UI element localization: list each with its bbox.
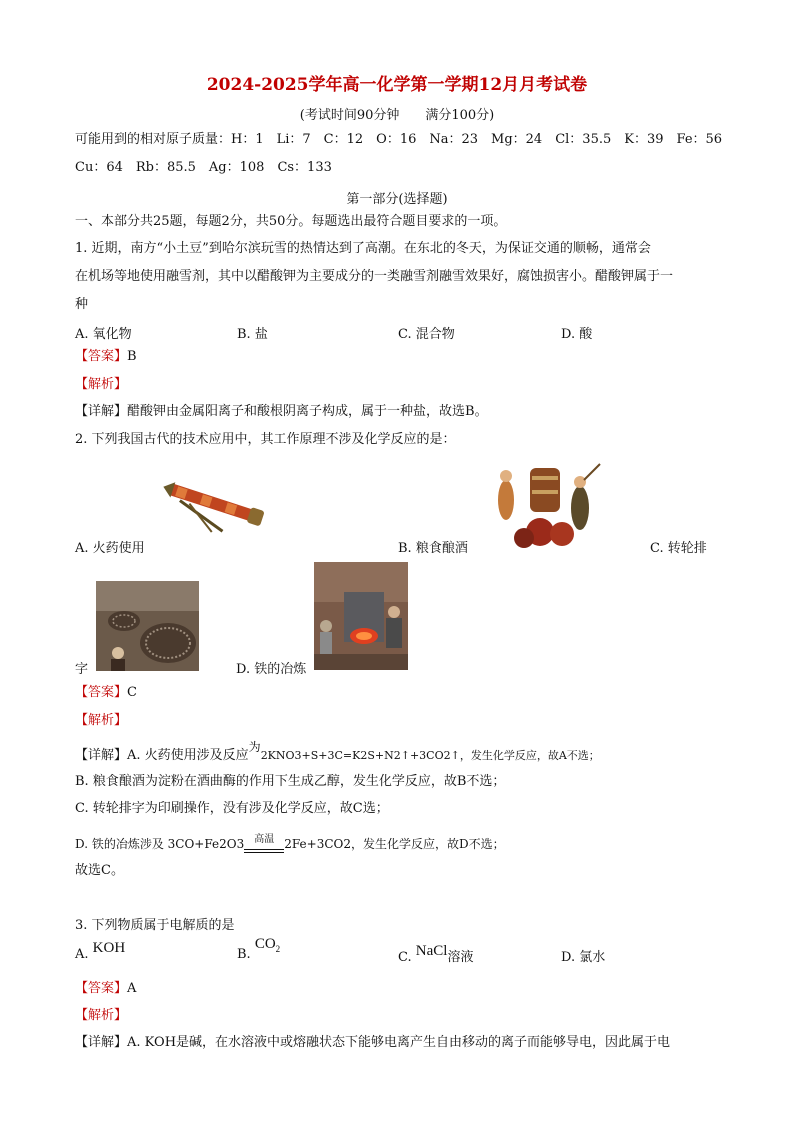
- option-formula: [255, 936, 280, 952]
- high-temp-label: 高温: [254, 834, 275, 845]
- q3-analysis-label: 【解析】: [75, 1008, 128, 1023]
- q2-option-c: C. 转轮排: [650, 541, 707, 556]
- detail-a-equation: 2KNO3+S+3C=K2S+N2↑+3CO2↑，发生化学反应，故A不选；: [260, 749, 600, 762]
- atomic-mass-line-2: Cu：64 Rb：85.5 Ag：108 Cs：133: [75, 160, 332, 175]
- q2-analysis-label: 【解析】: [75, 713, 128, 728]
- answer-label: 【答案】: [75, 981, 128, 996]
- q1-option-d: D. 酸: [561, 327, 593, 342]
- q1-answer: [75, 349, 137, 365]
- option-suffix: 氯水: [579, 950, 606, 965]
- gunpowder-rocket-image: [160, 470, 272, 542]
- grain-brewing-image: [488, 460, 603, 555]
- q2-detail-d: [75, 836, 505, 853]
- detail-label: 【详解】: [75, 404, 128, 419]
- formula-subscript: 2: [275, 944, 281, 954]
- q2-option-b: B. 粮食酿酒: [398, 541, 468, 556]
- formula-main: CO: [254, 936, 276, 952]
- option-suffix: 溶液: [447, 950, 474, 965]
- q2-stem: 2. 下列我国古代的技术应用中，其工作原理不涉及化学反应的是：: [75, 432, 456, 447]
- q2-detail-a: [75, 740, 600, 764]
- q2-detail-c: C. 转轮排字为印刷操作，没有涉及化学反应，故C选；: [75, 801, 389, 816]
- q2-answer: [75, 685, 137, 701]
- q1-detail: [75, 404, 488, 420]
- detail-d-pre: D. 铁的冶炼涉及 3CO+Fe2O3: [75, 837, 245, 851]
- q1-analysis-label: 【解析】: [75, 377, 128, 392]
- rotary-type-image: [96, 581, 199, 671]
- iron-smelting-image: [314, 562, 408, 670]
- q3-option-a: [75, 940, 126, 963]
- q3-detail: [75, 1035, 670, 1051]
- high-temp-arrow: [244, 834, 284, 853]
- detail-d-post: 2Fe+3CO2，发生化学反应，故D不选；: [284, 837, 505, 851]
- option-letter: B.: [237, 947, 251, 962]
- q3-option-d: [561, 946, 605, 965]
- detail-a-text: A. 火药使用涉及反应: [127, 748, 249, 763]
- answer-value: A: [127, 981, 137, 996]
- q3-option-c: [398, 943, 474, 966]
- answer-value: B: [127, 349, 137, 364]
- detail-label: 【详解】: [75, 748, 128, 763]
- section-title: 第一部分(选择题): [346, 192, 448, 207]
- q3-answer: [75, 981, 136, 997]
- detail-text: 醋酸钾由金属阳离子和酸根阴离子构成，属于一种盐，故选B。: [127, 404, 488, 419]
- detail-label: 【详解】: [75, 1035, 128, 1050]
- q2-detail-b: B. 粮食酿酒为淀粉在酒曲酶的作用下生成乙醇，发生化学反应，故B不选；: [75, 774, 506, 789]
- answer-label: 【答案】: [75, 685, 128, 700]
- q2-conclusion: 故选C。: [75, 863, 124, 878]
- q1-option-a: A. 氧化物: [75, 327, 132, 342]
- section-intro: 一、本部分共25题，每题2分，共50分。每题选出最符合题目要求的一项。: [75, 214, 507, 229]
- exam-title: 2024-2025学年高一化学第一学期12月月考试卷: [206, 75, 588, 95]
- q2-option-c-continued: 字: [75, 662, 89, 677]
- q1-stem-line-1: 1. 近期，南方“小土豆”到哈尔滨玩雪的热情达到了高潮。在东北的冬天，为保证交通的顺畅，通常会: [75, 241, 651, 256]
- q1-stem-line-3: 种: [75, 297, 89, 312]
- q3-option-b: [237, 936, 281, 964]
- answer-label: 【答案】: [75, 349, 128, 364]
- q1-option-c: C. 混合物: [398, 327, 455, 342]
- detail-a-condition: 为: [248, 740, 261, 754]
- option-formula: KOH: [92, 940, 126, 956]
- atomic-mass-line-1: 可能用到的相对原子质量：H：1 Li：7 C：12 O：16 Na：23 Mg：24 Cl：35.5 K：39 Fe：56: [75, 132, 723, 147]
- q2-option-a: A. 火药使用: [75, 541, 145, 556]
- q1-stem-line-2: 在机场等地使用融雪剂，其中以醋酸钾为主要成分的一类融雪剂融雪效果好，腐蚀损害小。醋酸钾属于一: [75, 269, 674, 284]
- exam-subtitle: (考试时间90分钟 满分100分): [299, 108, 495, 123]
- detail-text: A. KOH是碱，在水溶液中或熔融状态下能够电离产生自由移动的离子而能够导电，因此属于电: [127, 1035, 671, 1050]
- option-letter: D.: [561, 950, 576, 965]
- answer-value: C: [127, 685, 137, 700]
- option-letter: A.: [75, 947, 89, 962]
- q3-stem: 3. 下列物质属于电解质的是: [75, 918, 235, 933]
- q1-option-b: B. 盐: [237, 327, 268, 342]
- option-letter: C.: [398, 950, 412, 965]
- q2-option-d: D. 铁的冶炼: [236, 662, 307, 677]
- option-formula: NaCl: [415, 943, 448, 959]
